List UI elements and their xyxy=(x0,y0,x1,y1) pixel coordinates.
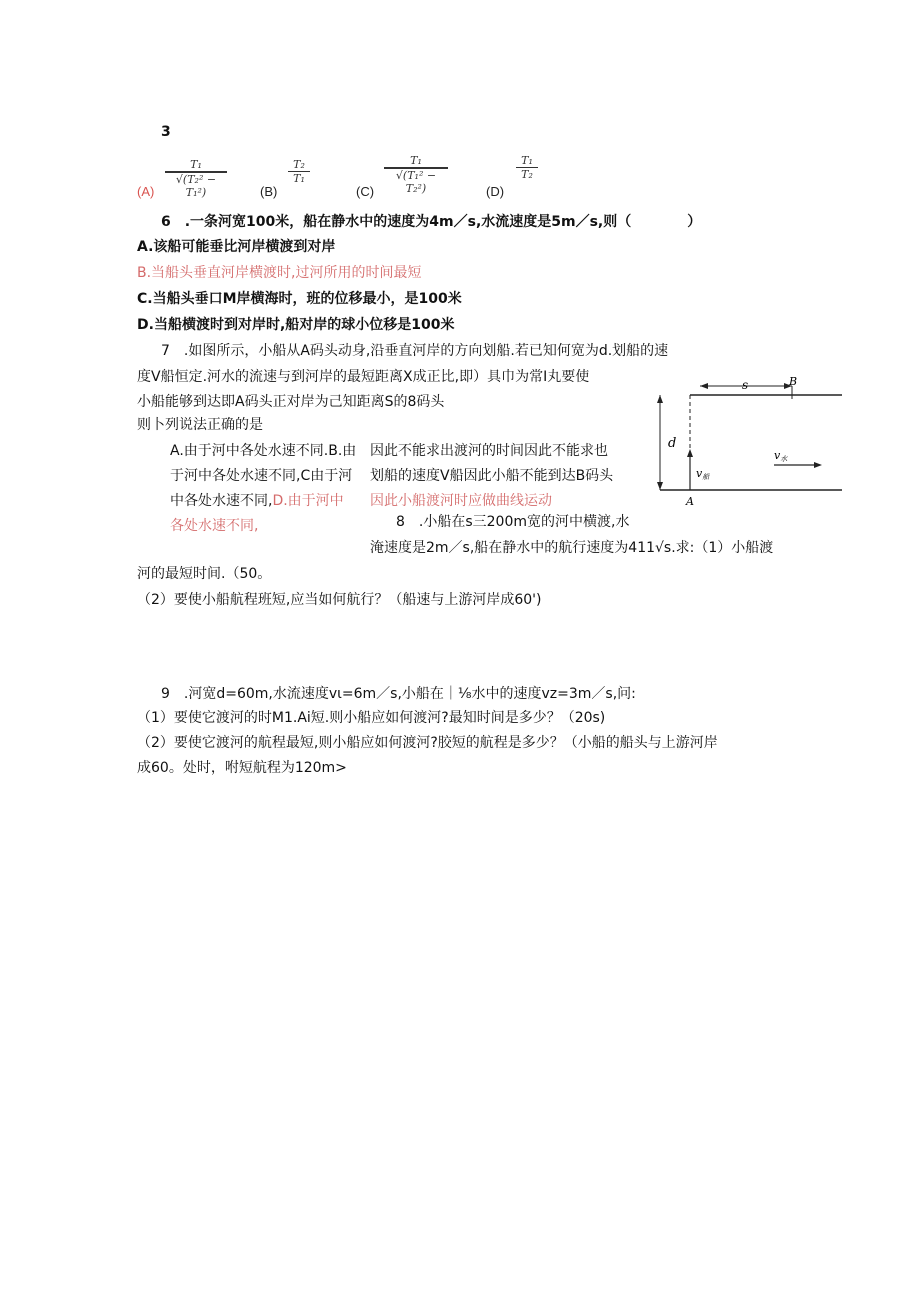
q3-option-d-label: (D) xyxy=(486,184,505,199)
q3-option-c xyxy=(356,154,456,198)
a-label: A xyxy=(686,495,694,507)
q8-line-4: （2）要使小船航程班短,应当如何航行？（船速与上游河岸成60') xyxy=(137,592,542,608)
q7-line-3: 小船能够到达即A码头正对岸为己知距离S的8码头 xyxy=(137,394,445,410)
q9-line-1: 9 .河宽d=60m,水流速度vι=6m／s,小船在｜⅛水中的速度vz=3m／s,问: xyxy=(161,686,636,702)
q6-stem: 6 .一条河宽100米，船在静水中的速度为4m／s,水流速度是5m／s,则（ ） xyxy=(161,214,702,230)
q3-option-a xyxy=(137,158,237,202)
q3-option-a-label: (A) xyxy=(137,184,155,199)
s-label: s xyxy=(742,378,749,392)
b-label: B xyxy=(789,377,798,388)
q3-option-a-fraction: $\frac{\text{T₁}}{\text{√(T₂² − T₁²)}}$ xyxy=(165,158,227,199)
q3-option-b xyxy=(260,158,320,202)
q3-option-c-label: (C) xyxy=(356,184,375,199)
q8-line-3: 河的最短时间.（50。 xyxy=(137,566,272,582)
q3-option-d-fraction: $\frac{\text{T₁}}{\text{T₂}}$ xyxy=(516,154,538,181)
q6-option-d: D.当船横渡时到对岸时,船对岸的球小位移是100米 xyxy=(137,317,455,333)
q6-option-a: A.该船可能垂比河岸横渡到对岸 xyxy=(137,239,336,255)
q3-option-d xyxy=(486,154,546,198)
q7-line-1: 7 .如图所示，小船从A码头动身,沿垂直河岸的方向划船.若已知何宽为d.划船的速 xyxy=(161,343,669,359)
q9-line-4: 成60。处时，咐短航程为120m> xyxy=(137,760,347,776)
q7-right-2: 划船的速度V船因此小船不能到达B码头 xyxy=(370,468,614,484)
water-velocity-label: v水 xyxy=(774,449,788,463)
d-arrow-up xyxy=(657,395,663,403)
q6-option-c: C.当船头垂口M岸横海时，班的位移最小，是100米 xyxy=(137,291,462,307)
river-diagram xyxy=(652,377,842,507)
boat-velocity-arrowhead xyxy=(687,449,693,457)
q3-option-b-fraction: $\frac{\text{T₂}}{\text{T₁}}$ xyxy=(288,158,310,185)
q7-left-2: 于河中各处水速不同,C由于河 xyxy=(170,468,353,484)
boat-velocity-label: v船 xyxy=(696,467,710,481)
s-arrow-left xyxy=(700,383,708,389)
q7-right-1: 因此不能求出渡河的时间因此不能求也 xyxy=(370,443,608,459)
water-velocity-arrowhead xyxy=(814,462,822,468)
q7-left-1: A.由于河中各处水速不同.B.由 xyxy=(170,443,357,459)
q6-option-b: B.当船头垂直河岸横渡时,过河所用的时间最短 xyxy=(137,265,422,281)
d-arrow-down xyxy=(657,482,663,490)
q9-line-3: （2）要使它渡河的航程最短,则小船应如何渡河?胶短的航程是多少？（小船的船头与上游河岸 xyxy=(137,735,718,751)
q9-line-2: （1）要使它渡河的时M1.Ai短.则小船应如何渡河?最知时间是多少？（20s) xyxy=(137,710,606,726)
q3-option-b-label: (B) xyxy=(260,184,278,199)
q7-line-4: 则卜列说法正确的是 xyxy=(137,417,263,433)
q8-line-2: 淹速度是2m／s,船在静水中的航行速度为411√s.求:（1）小船渡 xyxy=(370,540,774,556)
q7-left-4: 各处水速不同, xyxy=(170,518,259,534)
q7-left-3: 中各处水速不同,D.由于河中 xyxy=(170,493,344,509)
q3-option-c-fraction: $\frac{\text{T₁}}{\text{√(T₁² − T₂²)}}$ xyxy=(384,154,448,195)
q3-number: 3 xyxy=(161,124,171,140)
q7-line-2: 度V船恒定.河水的流速与到河岸的最短距离X成正比,即）具巾为常I丸要使 xyxy=(137,369,590,385)
q8-line-1: 8 .小船在s三200m宽的河中横渡,水 xyxy=(396,514,630,530)
q7-right-3: 因此小船渡河时应做曲线运动 xyxy=(370,493,552,509)
d-label: d xyxy=(668,436,677,451)
